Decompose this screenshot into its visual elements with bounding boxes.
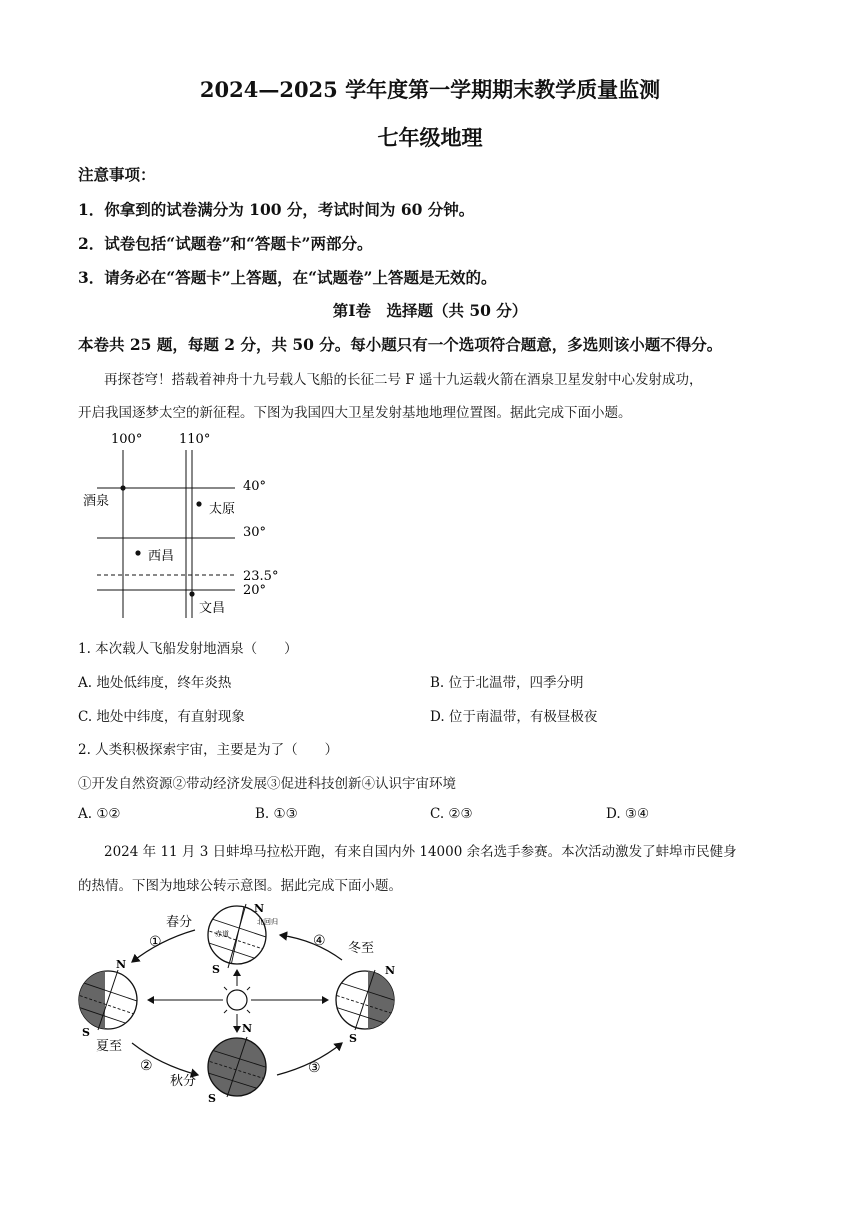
section-instruction: 本卷共 25 题，每题 2 分，共 50 分。每小题只有一个选项符合题意，多选则该小题不得分。 [78, 335, 723, 354]
question-1-option-a[interactable]: A. 地处低纬度，终年炎热 [78, 675, 232, 691]
place-dot-jiuquan [120, 485, 125, 490]
question-1-option-c[interactable]: C. 地处中纬度，有直射现象 [78, 709, 245, 725]
lon-label-110: 110° [179, 432, 211, 447]
notes-item: 1．你拿到的试卷满分为 100 分，考试时间为 60 分钟。 [78, 200, 475, 219]
season-label-spring: 春分 [166, 915, 193, 930]
question-2-option-c[interactable]: C. ②③ [430, 806, 473, 822]
pole-s-winter: S [349, 1032, 357, 1045]
pole-n-summer: N [116, 958, 127, 971]
sun-icon [219, 982, 255, 1018]
place-dot-xichang [135, 550, 140, 555]
place-label-taiyuan: 太原 [209, 502, 236, 517]
notes-item: 3．请务必在“答题卡”上答题，在“试题卷”上答题是无效的。 [78, 268, 497, 287]
pole-n-winter: N [385, 964, 396, 977]
passage-1-line-2: 开启我国逐梦太空的新征程。下图为我国四大卫星发射基地地理位置图。据此完成下面小题。 [78, 405, 632, 421]
question-2-option-b[interactable]: B. ①③ [255, 806, 298, 822]
globe-label-tropic: 北回归 [257, 918, 278, 926]
lat-label-20: 20° [243, 583, 267, 598]
page-title: 2024—2025 学年度第一学期期末教学质量监测 [199, 77, 661, 102]
lat-label-30: 30° [243, 525, 267, 540]
pole-n-autumn: N [242, 1022, 253, 1035]
place-label-wenchang: 文昌 [199, 601, 226, 616]
orbit-arrow-1 [132, 930, 195, 962]
pole-n-spring: N [254, 902, 265, 915]
question-1-stem: 1. 本次载人飞船发射地酒泉（ ） [78, 641, 298, 657]
arrow-label-3: ③ [308, 1060, 321, 1076]
notes-heading: 注意事项： [78, 165, 156, 184]
pole-s-autumn: S [208, 1092, 216, 1105]
globe-winter-solstice [332, 970, 400, 1030]
question-2-option-d[interactable]: D. ③④ [606, 806, 650, 822]
season-label-autumn: 秋分 [170, 1074, 197, 1089]
season-label-summer: 夏至 [96, 1039, 123, 1054]
page-subtitle: 七年级地理 [377, 125, 483, 150]
arrow-label-4: ④ [313, 933, 326, 949]
question-2-statement: ①开发自然资源②带动经济发展③促进科技创新④认识宇宙环境 [78, 776, 456, 792]
question-1-option-d[interactable]: D. 位于南温带，有极昼极夜 [430, 709, 598, 725]
orbit-arrow-4 [280, 935, 342, 960]
arrow-label-2: ② [140, 1058, 153, 1074]
place-dot-taiyuan [196, 501, 201, 506]
lat-label-40: 40° [243, 479, 267, 494]
arrow-label-1: ① [149, 934, 162, 950]
lon-label-100: 100° [111, 432, 143, 447]
globe-summer-solstice [75, 970, 140, 1030]
launch-site-map [75, 428, 285, 618]
pole-s-spring: S [212, 963, 220, 976]
passage-2-line-2: 的热情。下图为地球公转示意图。据此完成下面小题。 [78, 878, 402, 894]
passage-2-line-1: 2024 年 11 月 3 日蚌埠马拉松开跑，有来自国内外 14000 余名选手参赛。本次活动激发了蚌埠市民健身 [104, 844, 737, 860]
season-label-winter: 冬至 [348, 941, 375, 956]
question-1-option-b[interactable]: B. 位于北温带，四季分明 [430, 675, 584, 691]
question-2-option-a[interactable]: A. ①② [78, 806, 121, 822]
place-label-jiuquan: 酒泉 [83, 494, 110, 509]
section-title: 第Ⅰ卷 选择题（共 50 分） [332, 301, 528, 320]
place-label-xichang: 西昌 [148, 549, 175, 564]
notes-item: 2．试卷包括“试题卷”和“答题卡”两部分。 [78, 234, 373, 253]
globe-label-equator: 赤道 [215, 930, 229, 938]
pole-s-summer: S [82, 1026, 90, 1039]
question-2-stem: 2. 人类积极探索宇宙，主要是为了（ ） [78, 742, 339, 758]
place-dot-wenchang [189, 591, 194, 596]
passage-1-line-1: 再探苍穹！搭载着神舟十九号载人飞船的长征二号 F 遥十九运载火箭在酒泉卫星发射中心发射成功， [104, 372, 703, 388]
globe-autumn-equinox [205, 1037, 275, 1097]
lat-label-23-5: 23.5° [243, 569, 279, 584]
earth-revolution-diagram [70, 900, 410, 1110]
